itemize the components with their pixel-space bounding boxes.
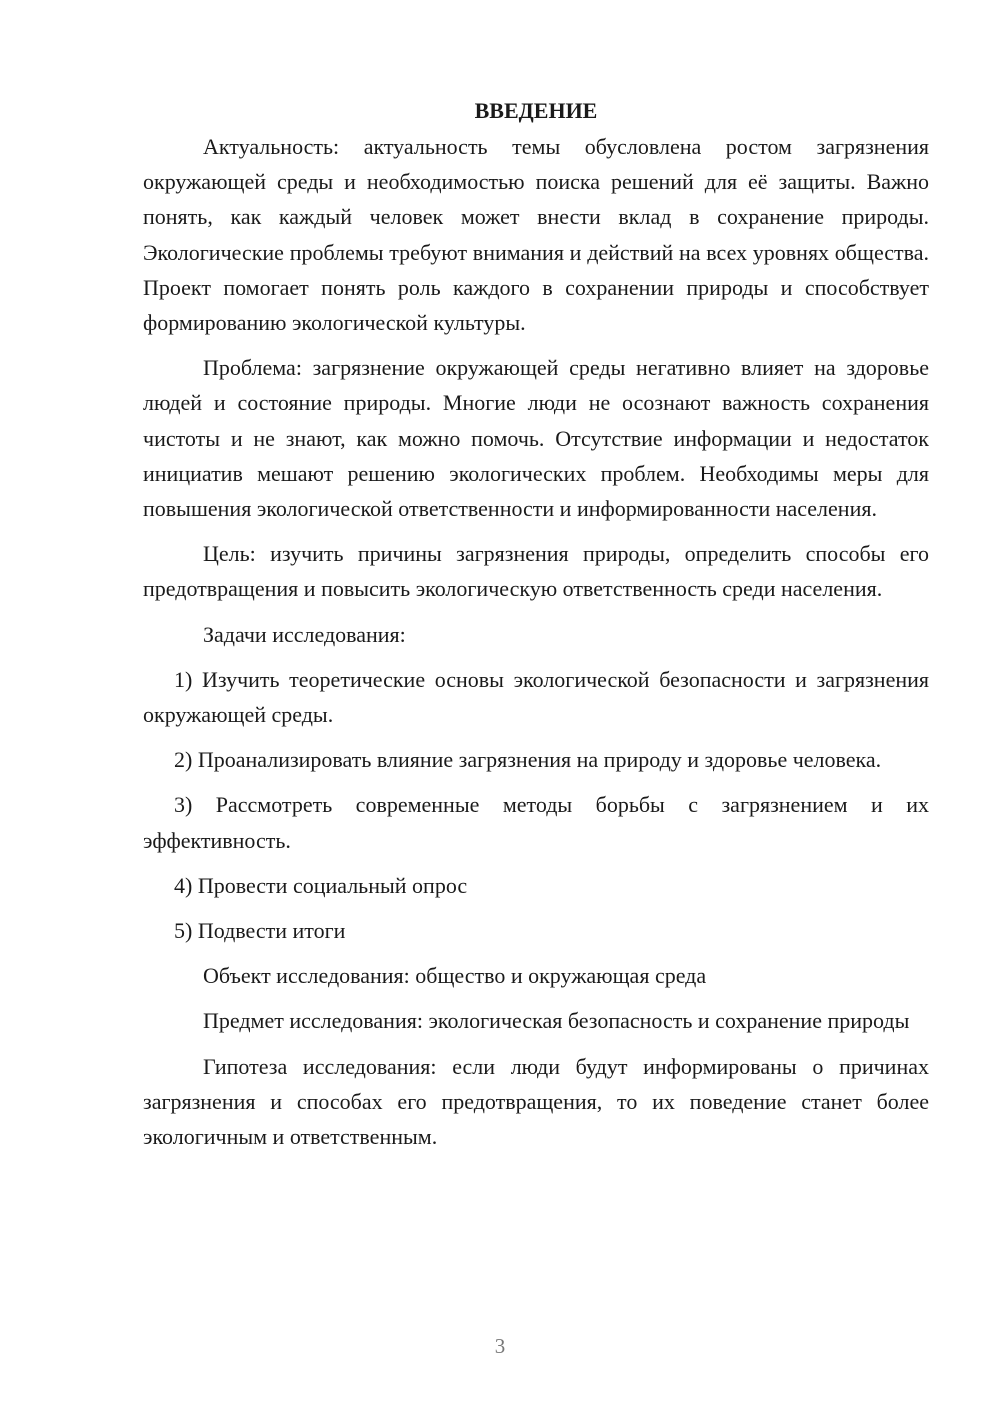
paragraph-goal: Цель: изучить причины загрязнения природы, определить способы его предотвращения и повысить экологическую ответственность среди населения. (143, 541, 929, 602)
task-item-2: 2) Проанализировать влияние загрязнения на природу и здоровье человека. (174, 747, 882, 773)
task-item-1: 1) Изучить теоретические основы экологической безопасности и загрязнения окружающей среды. (143, 666, 929, 728)
page-number: 3 (494, 1334, 506, 1358)
section-title: ВВЕДЕНИЕ (474, 98, 598, 123)
paragraph-hypothesis: Гипотеза исследования: если люди будут информированы о причинах загрязнения и способах его предотвращения, то их поведение станет более экологичным и ответственным. (143, 1053, 929, 1150)
task-item-4: 4) Провести социальный опрос (174, 872, 468, 898)
paragraph-subject: Предмет исследования: экологическая безопасность и сохранение природы (203, 1008, 910, 1034)
paragraph-relevance: Актуальность: актуальность темы обусловлена ростом загрязнения окружающей среды и необходимостью поиска решений для её защиты. Важно понять, как каждый человек может внести вклад в сохранение природы. Экологические проблемы требуют внимания и действий на всех уровнях общества. Проект помогает понять роль каждого в сохранении природы и способствует формированию экологической культуры. (143, 134, 929, 336)
paragraph-object: Объект исследования: общество и окружающая среда (203, 963, 707, 989)
tasks-heading: Задачи исследования: (203, 621, 406, 647)
task-item-3: 3) Рассмотреть современные методы борьбы с загрязнением и их эффективность. (143, 792, 929, 853)
task-item-5: 5) Подвести итоги (174, 918, 346, 944)
document-page (143, 93, 929, 1164)
paragraph-problem: Проблема: загрязнение окружающей среды негативно влияет на здоровье людей и состояние природы. Многие люди не осознают важность сохранения чистоты и не знают, как можно помочь. Отсутствие информации и недостаток инициатив мешают решению экологических проблем. Необходимы меры для повышения экологической ответственности и информированности населения. (143, 355, 929, 522)
